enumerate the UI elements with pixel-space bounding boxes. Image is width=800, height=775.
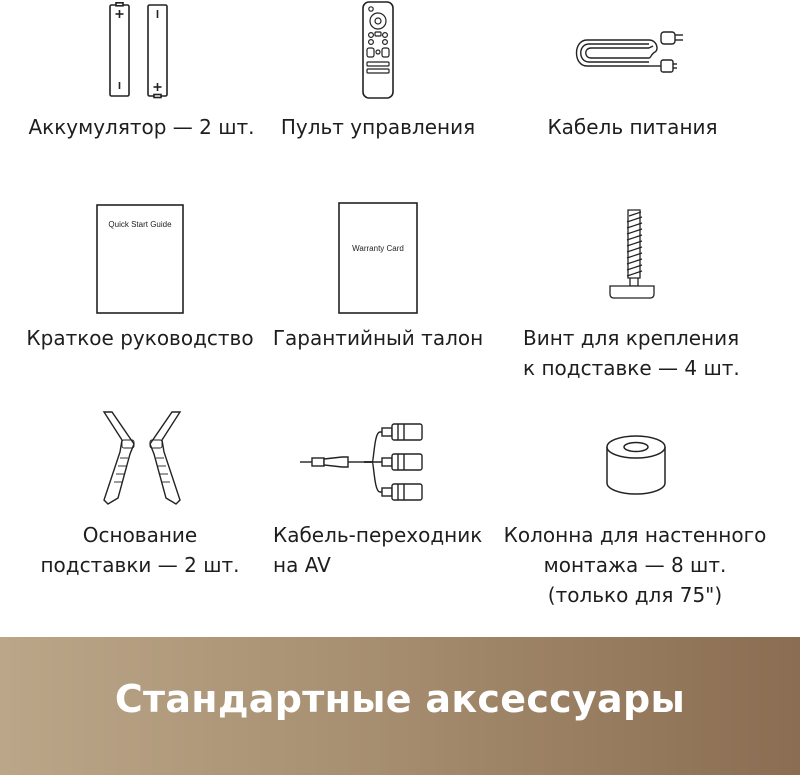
caption-line: Краткое руководство (26, 326, 254, 350)
caption-line: Пульт управления (280, 115, 476, 139)
caption-av-adapter (273, 520, 482, 580)
power-cable-icon (565, 28, 695, 78)
caption-line: Колонна для настенного (503, 523, 767, 547)
remote-control-icon (358, 0, 398, 100)
caption-line: (только для 75") (547, 583, 723, 607)
caption-remote (268, 112, 488, 142)
caption-line: Кабель питания (547, 115, 718, 139)
caption-power-cable (520, 112, 745, 142)
caption-quick-start-guide (20, 323, 260, 353)
battery-icon (100, 2, 180, 100)
caption-line: на AV (273, 553, 331, 577)
quick-start-guide-icon (96, 204, 184, 314)
caption-line: Винт для крепления (523, 326, 740, 350)
caption-warranty-card (268, 323, 488, 353)
warranty-cover-label: Warranty Card (352, 244, 404, 253)
stand-legs-icon (100, 408, 184, 506)
guide-cover-label: Quick Start Guide (108, 220, 172, 229)
warranty-card-icon (338, 202, 418, 314)
footer-banner (0, 637, 800, 775)
banner-title: Стандартные аксессуары (114, 677, 686, 721)
caption-line: Основание (82, 523, 198, 547)
wall-mount-spacer-icon (604, 434, 668, 498)
caption-stand-legs (20, 520, 260, 580)
caption-line: монтажа — 8 шт. (543, 553, 727, 577)
caption-line: Гарантийный талон (272, 326, 484, 350)
screw-icon (600, 206, 664, 306)
caption-screw (523, 323, 740, 383)
caption-line: Аккумулятор — 2 шт. (28, 115, 255, 139)
caption-wall-mount-spacer (500, 520, 770, 610)
caption-batteries (0, 112, 283, 142)
caption-line: подставки — 2 шт. (40, 553, 240, 577)
av-adapter-cable-icon (298, 418, 426, 506)
caption-line: Кабель-переходник (273, 523, 483, 547)
caption-line: к подставке — 4 шт. (523, 356, 740, 380)
